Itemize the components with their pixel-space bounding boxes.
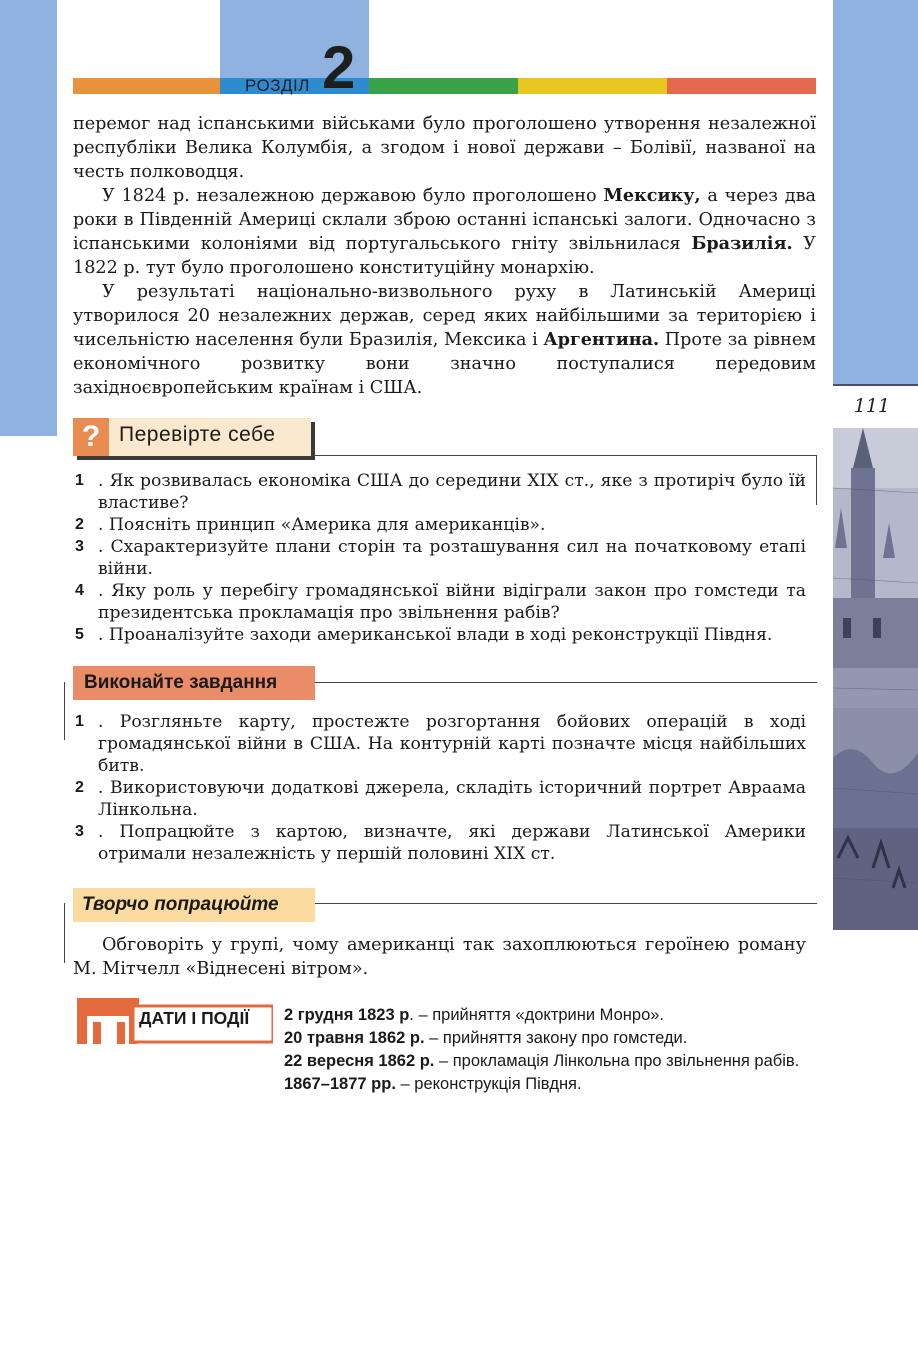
list-item: 2 грудня 1823 р. – прийняття «доктрини Монро».	[284, 1006, 665, 1024]
list-item: 3 . Попрацюйте з картою, визначте, які держави Латинської Америки отримали незалежність у першій половині XIX ст.	[75, 822, 806, 864]
list-item: 1867–1877 рр. – реконструкція Півдня.	[284, 1075, 582, 1093]
list-item: 22 вересня 1862 р. – прокламація Лінкольна про звільнення рабів.	[284, 1052, 800, 1070]
main-text	[73, 112, 816, 400]
list-item: 1 . Як розвивалась економіка США до середини XIX ст., яке з протиріч було їй властиве?	[75, 471, 806, 513]
list-item: 3 . Схарактеризуйте плани сторін та розташування сил на початковому етапі війни.	[75, 537, 806, 579]
tasks-title: Виконайте завдання	[84, 672, 278, 693]
section-label: РОЗДІЛ	[245, 76, 310, 95]
dates-events-list	[284, 1004, 814, 1096]
creative-header	[73, 888, 315, 922]
term-argentina: Аргентина.	[543, 329, 660, 350]
check-yourself-list	[73, 470, 806, 646]
list-item: 5 . Проаналізуйте заходи американської влади в ході реконструкції Півдня.	[75, 625, 773, 645]
divider	[64, 903, 65, 963]
question-mark-icon: ?	[73, 418, 109, 456]
list-item: 20 травня 1862 р. – прийняття закону про гомстеди.	[284, 1029, 688, 1047]
paragraph-2: У 1824 р. незалежною державою було проголошено Мексику, а через два роки в Південній Америці склали зброю останні іспанські залоги. Одночасно з іспанськими колоніями від португальського гніту звільнилася Бразилія. У 1822 р. тут було проголошено конституційну монархію.	[73, 185, 816, 278]
list-item: 4 . Яку роль у перебігу громадянської війни відіграли закон про гомстеди та президентська прокламація про звільнення рабів?	[75, 581, 806, 623]
right-margin-band	[833, 0, 918, 385]
list-item: 2 . Використовуючи додаткові джерела, складіть історичний портрет Авраама Лінкольна.	[75, 778, 806, 820]
section-number: 2	[322, 34, 356, 101]
term-mexico: Мексику,	[603, 185, 701, 206]
left-margin-band	[0, 0, 57, 436]
divider	[311, 455, 817, 456]
dates-events-title: ДАТИ І ПОДІЇ	[139, 1008, 250, 1028]
divider	[315, 903, 817, 904]
divider	[816, 455, 817, 505]
creative-title: Творчо попрацюйте	[82, 894, 279, 915]
historical-engraving-image	[833, 428, 918, 930]
term-brazil: Бразилія.	[691, 233, 793, 254]
page-number: 111	[853, 395, 890, 417]
check-yourself-title: Перевірте себе	[119, 423, 276, 446]
tasks-list	[73, 711, 806, 865]
creative-paragraph: Обговоріть у групі, чому американці так захоплюються героїнею роману М. Мітчелл «Віднесені вітром».	[73, 935, 806, 979]
divider	[315, 682, 817, 683]
check-yourself-header	[73, 418, 311, 456]
list-item: 1 . Розгляньте карту, простежте розгортання бойових операцій в ході громадянської війни в США. На контурній карті позначте місця найбільших битв.	[75, 712, 806, 776]
tasks-header	[73, 666, 315, 700]
paragraph-1: перемог над іспанськими військами було проголошено утворення незалежної республіки Велика Колумбія, а згодом і нової держави – Болівії, названої на честь полководця.	[73, 114, 816, 182]
page-number-box	[833, 384, 918, 430]
divider	[64, 682, 65, 740]
creative-text	[73, 933, 806, 981]
chapter-color-bar	[73, 78, 816, 94]
paragraph-3: У результаті національно-визвольного руху в Латинській Америці утворилося 20 незалежних держав, серед яких найбільшими за територією і чисельністю населення були Бразилія, Мексика і Аргентина. Проте за рівнем економічного розвитку вони значно поступалися передовим західноєвропейським країнам і США.	[73, 282, 816, 398]
list-item: 2 . Поясніть принцип «Америка для американців».	[75, 515, 546, 535]
